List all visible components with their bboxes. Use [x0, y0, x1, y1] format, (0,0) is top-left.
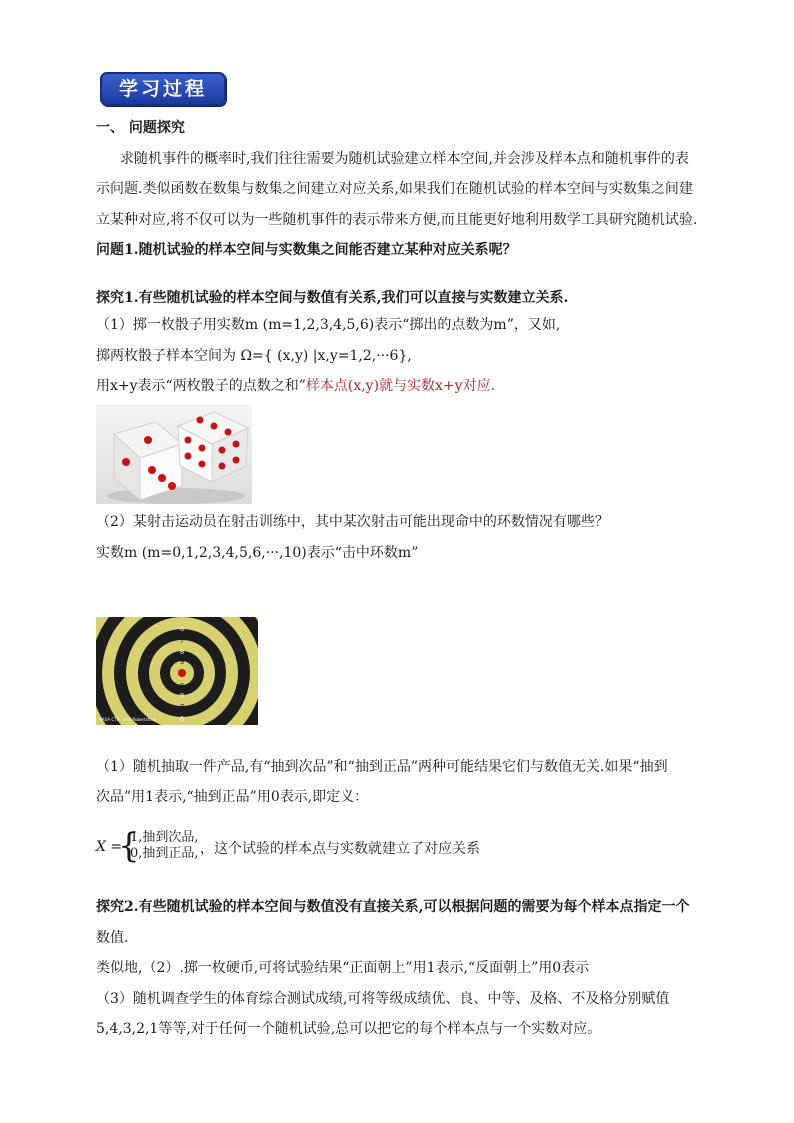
formula-text: ，这个试验的样本点与实数就建立了对应关系	[200, 841, 480, 857]
ring-label: 8	[179, 692, 185, 700]
explore-1-title	[96, 288, 568, 308]
dice-image	[96, 404, 252, 504]
formula-case-2: 0,抽到正品,	[130, 846, 199, 861]
piecewise-formula	[96, 826, 516, 866]
ring-label: 8	[179, 648, 185, 656]
target-illustration	[96, 617, 258, 725]
explore-2-title-b: 数值.	[96, 930, 129, 946]
badge-label: 学习过程	[118, 78, 207, 100]
section-heading: 一、 问题探究	[96, 120, 185, 136]
explore-1-item-2b: 实数m (m=0,1,2,3,4,5,6,···,10)表示“击中环数m”	[96, 545, 419, 561]
ring-label: 6	[179, 625, 185, 633]
formula-lhs: X =	[96, 839, 123, 855]
formula-case-1: 1,抽到次品,	[130, 830, 199, 845]
brace-symbol: {	[118, 826, 140, 866]
ring-label: 6	[179, 715, 185, 723]
image-credit: NASA CTP · Julia Robertshaw	[99, 717, 157, 722]
ring-label: 7	[179, 637, 185, 645]
intro-line-2: 示问题.类似函数在数集与数集之间建立对应关系,如果我们在随机试验的样本空间与实数集之间建	[96, 181, 693, 197]
intro-line-1: 求随机事件的概率时,我们往往需要为随机试验建立样本空间,并会涉及样本点和随机事件的表	[120, 151, 689, 167]
sample-point-text: 样本点(x,y)就与实数x+y对应.	[305, 378, 496, 394]
explore-1-item-3a: （1）随机抽取一件产品,有“抽到次品”和“抽到正品”两种可能结果它们与数值无关.如果“抽到	[96, 759, 668, 775]
section-badge	[100, 72, 226, 106]
explore-1-item-2: （2）某射击运动员在射击训练中，其中某次射击可能出现命中的环数情况有哪些？	[96, 514, 609, 530]
intro-line-3: 立某种对应,将不仅可以为一些随机事件的表示带来方便,而且能更好地利用数学工具研究随机试验.	[96, 212, 698, 228]
explore-1-item-1c	[96, 376, 495, 396]
explore-1-item-1b: 掷两枚骰子样本空间为 Ω={ (x,y) |x,y=1,2,···6},	[96, 348, 412, 364]
target-image	[96, 617, 258, 725]
ring-label: 9	[179, 658, 185, 666]
ring-label: 9	[179, 682, 185, 690]
explore-1-title-text: 探究1.有些随机试验的样本空间与数值有关系,我们可以直接与实数建立关系.	[96, 290, 569, 306]
explore-1-item-3b: 次品”用1表示,“抽到正品”用0表示,即定义：	[96, 789, 369, 805]
explore-1-item-1: （1）掷一枚骰子用实数m (m=1,2,3,4,5,6)表示“掷出的点数为m”，又如,	[96, 317, 561, 333]
ring-label: 7	[179, 703, 185, 711]
explore-2-title-a: 探究2.有些随机试验的样本空间与数值没有直接关系,可以根据问题的需要为每个样本点指定一个	[96, 899, 690, 915]
explore-2-line-3: 5,4,3,2,1等等,对于任何一个随机试验,总可以把它的每个样本点与一个实数对应。	[96, 1021, 602, 1037]
explore-2-line-2: （3）随机调查学生的体育综合测试成绩,可将等级成绩优、良、中等、及格、不及格分别赋值	[96, 991, 670, 1007]
sum-text: 用x+y表示“两枚骰子的点数之和”	[96, 378, 306, 394]
question-1: 问题1.随机试验的样本空间与实数集之间能否建立某种对应关系呢？	[96, 242, 517, 258]
explore-2-line-1: 类似地,（2）.掷一枚硬币,可将试验结果“正面朝上”用1表示,“反面朝上”用0表示	[96, 960, 590, 976]
dice-illustration	[96, 404, 252, 504]
